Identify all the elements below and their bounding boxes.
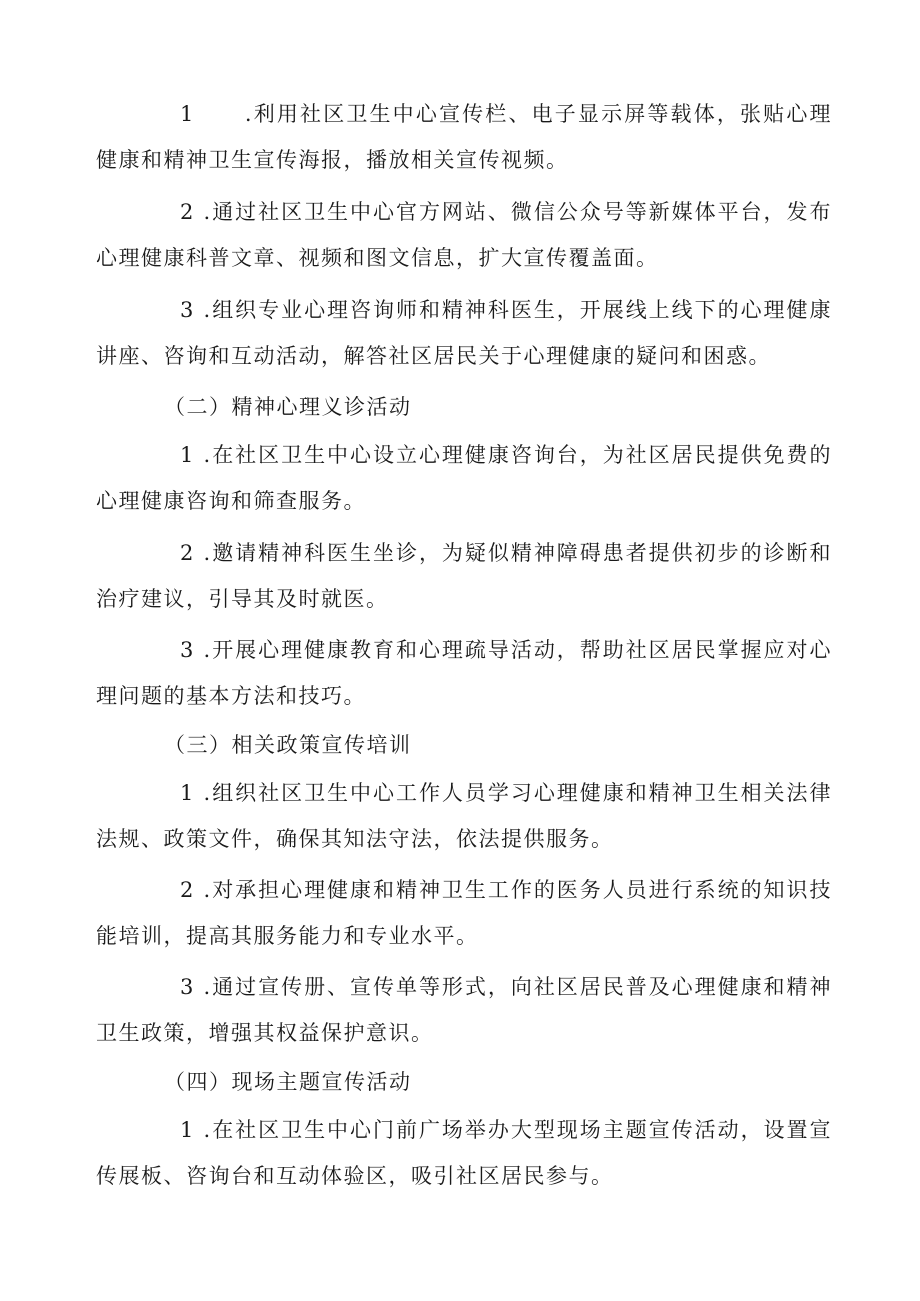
item-dot: . (203, 443, 212, 467)
paragraph-text: 组织专业心理咨询师和精神科医生，开展线上线下的心理健康讲座、咨询和互动活动，解答社区居民关于心理健康的疑问和困惑。 (96, 298, 832, 368)
item-dot: . (203, 638, 212, 662)
paragraph-1 (96, 91, 832, 183)
paragraph-text: 通过宣传册、宣传单等形式，向社区居民普及心理健康和精神卫生政策，增强其权益保护意识。 (96, 975, 832, 1045)
item-number: 1 (180, 1118, 195, 1142)
paragraph-text: 利用社区卫生中心宣传栏、电子显示屏等载体，张贴心理健康和精神卫生宣传海报，播放相关宣传视频。 (96, 102, 832, 172)
paragraph-text: 在社区卫生中心设立心理健康咨询台，为社区居民提供免费的心理健康咨询和筛查服务。 (96, 443, 832, 513)
section-heading-3 (96, 722, 832, 768)
item-dot: . (203, 1118, 212, 1142)
item-dot: . (203, 975, 212, 999)
paragraph-5 (96, 530, 832, 622)
item-dot: . (203, 298, 212, 322)
paragraph-10 (96, 1107, 832, 1199)
paragraph-text: 开展心理健康教育和心理疏导活动，帮助社区居民掌握应对心理问题的基本方法和技巧。 (96, 638, 832, 708)
paragraph-4 (96, 432, 832, 524)
paragraph-text: 通过社区卫生中心官方网站、微信公众号等新媒体平台，发布心理健康科普文章、视频和图文信息，扩大宣传覆盖面。 (96, 200, 832, 270)
item-number: 1 (180, 102, 195, 126)
heading-text: （三）相关政策宣传培训 (164, 733, 412, 757)
heading-text: （二）精神心理义诊活动 (164, 395, 412, 419)
item-dot: . (203, 200, 212, 224)
section-heading-2 (96, 384, 832, 430)
paragraph-3 (96, 287, 832, 379)
item-number: 2 (180, 541, 195, 565)
paragraph-8 (96, 867, 832, 959)
section-heading-4 (96, 1059, 832, 1105)
paragraph-text: 组织社区卫生中心工作人员学习心理健康和精神卫生相关法律法规、政策文件，确保其知法守法，依法提供服务。 (96, 781, 832, 851)
item-number: 1 (180, 443, 195, 467)
paragraph-text: 在社区卫生中心门前广场举办大型现场主题宣传活动，设置宣传展板、咨询台和互动体验区，吸引社区居民参与。 (96, 1118, 832, 1188)
paragraph-text: 邀请精神科医生坐诊，为疑似精神障碍患者提供初步的诊断和治疗建议，引导其及时就医。 (96, 541, 832, 611)
item-number: 1 (180, 781, 195, 805)
heading-text: （四）现场主题宣传活动 (164, 1070, 412, 1094)
item-number: 3 (180, 638, 195, 662)
item-number: 2 (180, 200, 195, 224)
item-number: 2 (180, 878, 195, 902)
item-number: 3 (180, 298, 195, 322)
item-number: 3 (180, 975, 195, 999)
item-dot: . (203, 878, 212, 902)
paragraph-7 (96, 770, 832, 862)
item-dot: . (203, 541, 212, 565)
paragraph-2 (96, 189, 832, 281)
item-dot: . (203, 781, 212, 805)
paragraph-6 (96, 627, 832, 719)
paragraph-9 (96, 964, 832, 1056)
paragraph-text: 对承担心理健康和精神卫生工作的医务人员进行系统的知识技能培训，提高其服务能力和专业水平。 (96, 878, 832, 948)
item-dot: . (244, 102, 254, 126)
